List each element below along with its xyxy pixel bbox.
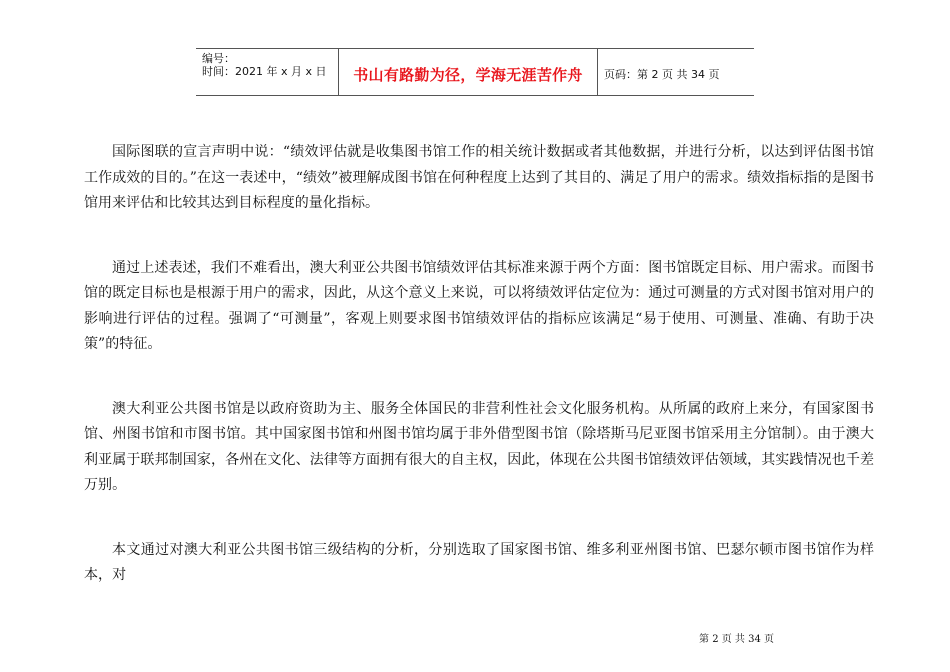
document-date-label: 时间：2021 年 x 月 x 日	[202, 65, 327, 78]
header-motto-cell	[339, 49, 598, 95]
header-page-number: 页码：第 2 页 共 34 页	[604, 68, 720, 81]
page-footer: 第 2 页 共 34 页	[699, 634, 774, 645]
header-page-cell	[598, 49, 754, 95]
document-number-label: 编号：	[202, 52, 235, 65]
header-motto: 书山有路勤为径，学海无涯苦作舟	[353, 65, 583, 84]
document-body	[84, 140, 874, 628]
paragraph: 通过上述表述，我们不难看出，澳大利亚公共图书馆绩效评估其标准来源于两个方面：图书馆既定目标、用户需求。而图书馆的既定目标也是根源于用户的需求，因此，从这个意义上来说，可以将绩效评估定位为：通过可测量的方式对图书馆对用户的影响进行评估的过程。强调了“可测量”，客观上则要求图书馆绩效评估的指标应该满足“易于使用、可测量、准确、有助于决策”的特征。	[84, 259, 874, 352]
header-meta	[196, 49, 339, 95]
paragraph: 本文通过对澳大利亚公共图书馆三级结构的分析，分别选取了国家图书馆、维多利亚州图书馆、巴瑟尔顿市图书馆作为样本，对	[84, 541, 874, 583]
page-header	[196, 48, 754, 96]
paragraph: 澳大利亚公共图书馆是以政府资助为主、服务全体国民的非营利性社会文化服务机构。从所属的政府上来分，有国家图书馆、州图书馆和市图书馆。其中国家图书馆和州图书馆均属于非外借型图书馆（除塔斯马尼亚图书馆采用主分馆制）。由于澳大利亚属于联邦制国家，各州在文化、法律等方面拥有很大的自主权，因此，体现在公共图书馆绩效评估领域，其实践情况也千差万别。	[84, 400, 874, 493]
paragraph: 国际图联的宣言声明中说：“绩效评估就是收集图书馆工作的相关统计数据或者其他数据，并进行分析，以达到评估图书馆工作成效的目的。”在这一表述中，“绩效”被理解成图书馆在何种程度上达到了其目的、满足了用户的需求。绩效指标指的是图书馆用来评估和比较其达到目标程度的量化指标。	[84, 144, 874, 211]
